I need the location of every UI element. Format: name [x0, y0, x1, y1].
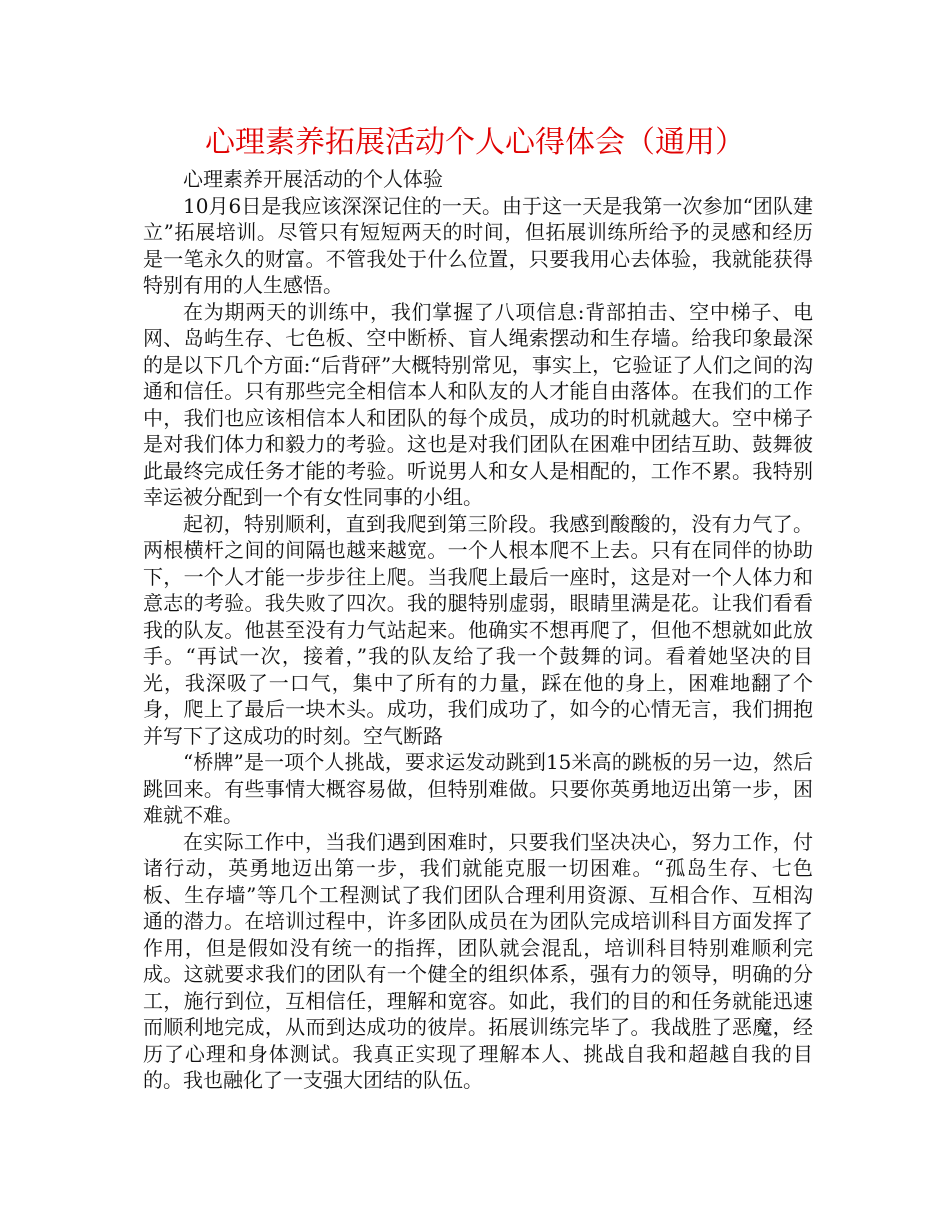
subtitle-paragraph: 心理素养开展活动的个人体验 [183, 167, 443, 191]
body-paragraph: 起初，特别顺利，直到我爬到第三阶段。我感到酸酸的，没有力气了。两根横杆之间的间隔也越来越宽。一个人根本爬不上去。只有在同伴的协助下，一个人才能一步步往上爬。当我爬上最后一座时，这是对一个人体力和意志的考验。我失败了四次。我的腿特别虚弱，眼睛里满是花。让我们看看我的队友。他甚至没有力气站起来。他确实不想再爬了，但他不想就如此放手。“再试一次，接着，”我的队友给了我一个鼓舞的词。看着她坚决的目光，我深吸了一口气，集中了所有的力量，踩在他的身上，困难地翻了个身，爬上了最后一块木头。成功，我们成功了，如今的心情无言，我们拥抱并写下了这成功的时刻。空气断路 [143, 511, 813, 748]
body-paragraph: 在为期两天的训练中，我们掌握了八项信息:背部拍击、空中梯子、电网、岛屿生存、七色板、空中断桥、盲人绳索摆动和生存墙。给我印象最深的是以下几个方面:“后背砰”大概特别常见，事实上，它验证了人们之间的沟通和信任。只有那些完全相信本人和队友的人才能自由落体。在我们的工作中，我们也应该相信本人和团队的每个成员，成功的时机就越大。空中梯子是对我们体力和毅力的考验。这也是对我们团队在困难中团结互助、鼓舞彼此最终完成任务才能的考验。听说男人和女人是相配的，工作不累。我特别幸运被分配到一个有女性同事的小组。 [143, 299, 813, 509]
body-paragraph: 10月6日是我应该深深记住的一天。由于这一天是我第一次参加“团队建立”拓展培训。尽管只有短短两天的时间，但拓展训练所给予的灵感和经历是一笔永久的财富。不管我处于什么位置，只要我用心去体验，我就能获得特别有用的人生感悟。 [143, 193, 813, 297]
document-body [143, 166, 813, 1094]
document-title: 心理素养拓展活动个人心得体会（通用） [205, 125, 745, 160]
body-paragraph: “桥牌”是一项个人挑战，要求运发动跳到15米高的跳板的另一边，然后跳回来。有些事情大概容易做，但特别难做。只要你英勇地迈出第一步，困难就不难。 [143, 750, 813, 827]
body-paragraph: 在实际工作中，当我们遇到困难时，只要我们坚决决心，努力工作，付诸行动，英勇地迈出第一步，我们就能克服一切困难。“孤岛生存、七色板、生存墙”等几个工程测试了我们团队合理利用资源、互相合作、互相沟通的潜力。在培训过程中，许多团队成员在为团队完成培训科目方面发挥了作用，但是假如没有统一的指挥，团队就会混乱，培训科目特别难顺利完成。这就要求我们的团队有一个健全的组织体系，强有力的领导，明确的分工，施行到位，互相信任，理解和宽容。如此，我们的目的和任务就能迅速而顺利地完成，从而到达成功的彼岸。拓展训练完毕了。我战胜了恶魔，经历了心理和身体测试。我真正实现了理解本人、挑战自我和超越自我的目的。我也融化了一支强大团结的队伍。 [143, 829, 813, 1092]
